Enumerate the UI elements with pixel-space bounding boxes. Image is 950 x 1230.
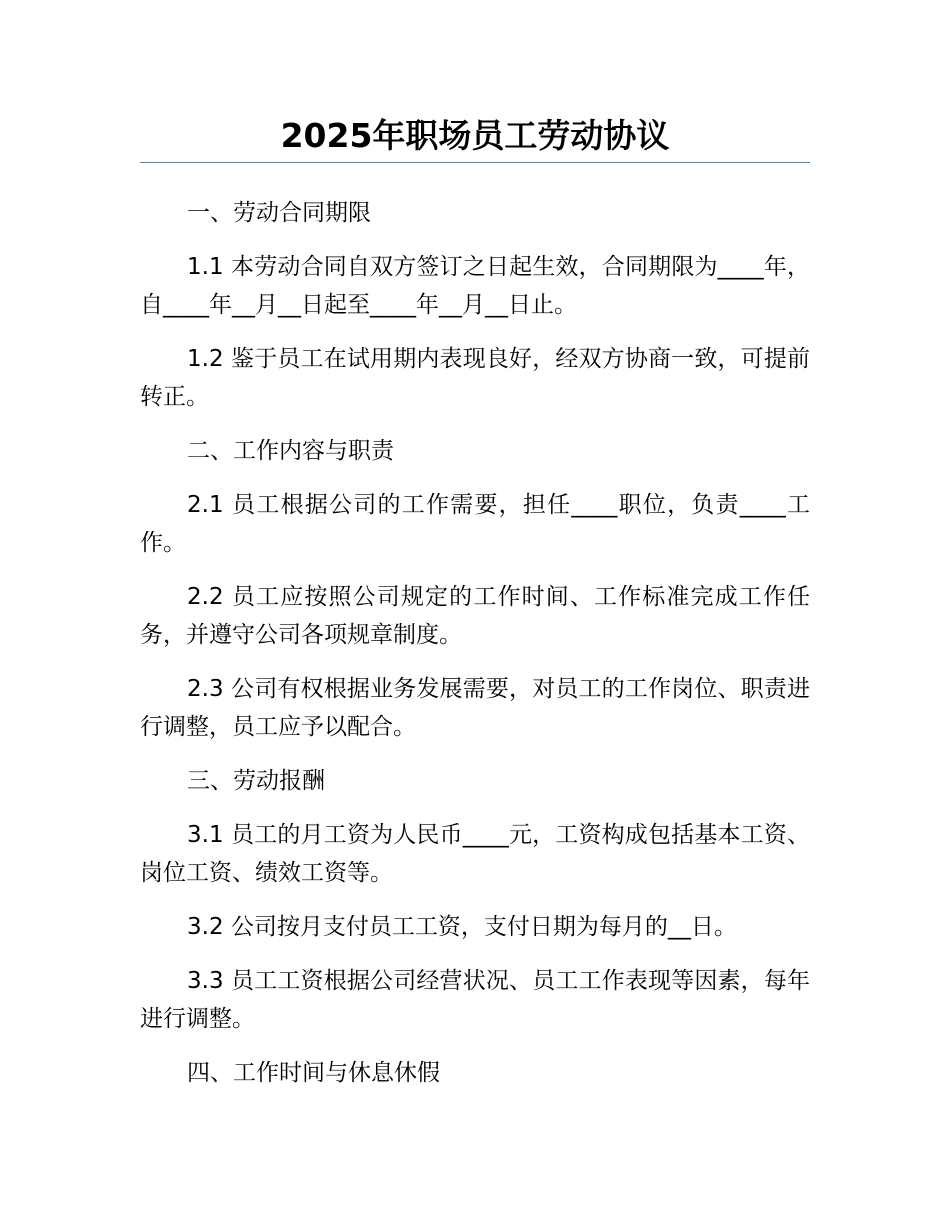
section-heading-hours: 四、工作时间与休息休假 — [187, 1060, 440, 1086]
clause-3-1: 3.1 员工的月工资为人民币____元，工资构成包括基本工资、岗位工资、绩效工资等。 — [140, 822, 810, 886]
clause-3-2: 3.2 公司按月支付员工工资，支付日期为每月的__日。 — [187, 914, 737, 940]
section-heading-term: 一、劳动合同期限 — [187, 200, 371, 226]
clause-3-3: 3.3 员工工资根据公司经营状况、员工工作表现等因素，每年进行调整。 — [140, 968, 810, 1032]
clause-1-2: 1.2 鉴于员工在试用期内表现良好，经双方协商一致，可提前转正。 — [140, 346, 810, 410]
clause-2-1: 2.1 员工根据公司的工作需要，担任____职位，负责____工作。 — [140, 492, 810, 556]
section-heading-duties: 二、工作内容与职责 — [187, 438, 394, 464]
title-divider — [140, 162, 810, 163]
document-title: 2025年职场员工劳动协议 — [280, 116, 670, 155]
clause-2-3: 2.3 公司有权根据业务发展需要，对员工的工作岗位、职责进行调整，员工应予以配合。 — [140, 676, 810, 740]
clause-1-1: 1.1 本劳动合同自双方签订之日起生效，合同期限为____年，自____年__月__日起至____年__月__日止。 — [140, 254, 810, 318]
document-body — [140, 194, 810, 1108]
section-heading-pay: 三、劳动报酬 — [187, 768, 325, 794]
clause-2-2: 2.2 员工应按照公司规定的工作时间、工作标准完成工作任务，并遵守公司各项规章制度。 — [140, 584, 810, 648]
